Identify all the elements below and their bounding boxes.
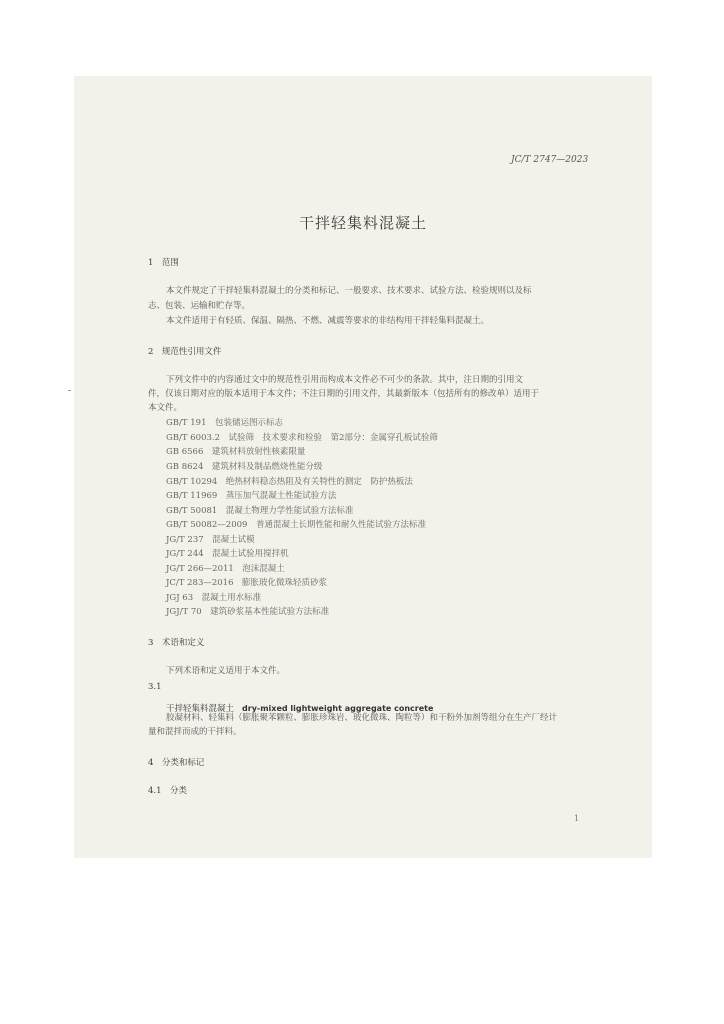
section-1-para-1-line-1: 本文件规定了干拌轻集料混凝土的分类和标记、一般要求、技术要求、试验方法、检验规则以及标 (166, 286, 532, 296)
section-2-intro-line-3: 本文件。 (148, 403, 183, 413)
reference-item: JG/T 237 混凝土试模 (166, 535, 255, 545)
reference-item: GB/T 50082—2009 普通混凝土长期性能和耐久性能试验方法标准 (166, 520, 426, 530)
reference-item: JC/T 283—2016 膨胀玻化微珠轻质砂浆 (166, 578, 328, 588)
term-definition-line-1: 胶凝材料、轻集料（膨胀聚苯颗粒、膨胀珍珠岩、玻化微珠、陶粒等）和干粉外加剂等组分在生产厂经计 (166, 713, 558, 723)
section-4-1-heading: 4.1 分类 (148, 786, 188, 796)
section-3-intro: 下列术语和定义适用于本文件。 (166, 666, 286, 676)
section-1-heading: 1 范围 (148, 258, 179, 268)
term-english: dry-mixed lightweight aggregate concrete (242, 704, 434, 713)
reference-item: GB 6566 建筑材料放射性核素限量 (166, 447, 306, 457)
document-page (74, 76, 652, 858)
section-1-para-1-line-2: 志、包装、运输和贮存等。 (148, 301, 251, 311)
reference-item: GB/T 6003.2 试验筛 技术要求和检验 第2部分：金属穿孔板试验筛 (166, 433, 438, 443)
section-3-heading: 3 术语和定义 (148, 638, 205, 648)
reference-item: GB 8624 建筑材料及制品燃烧性能分级 (166, 462, 323, 472)
section-2-intro-line-2: 件，仅该日期对应的版本适用于本文件；不注日期的引用文件，其最新版本（包括所有的修改单）适用于 (148, 389, 540, 399)
reference-item: GB/T 11969 蒸压加气混凝土性能试验方法 (166, 491, 337, 501)
term-number: 3.1 (148, 682, 162, 692)
reference-item: JGJ 63 混凝土用水标准 (166, 593, 262, 603)
term-chinese: 干拌轻集料混凝土 (166, 704, 235, 714)
reference-item: GB/T 50081 混凝土物理力学性能试验方法标准 (166, 506, 354, 516)
reference-item: GB/T 191 包装储运图示标志 (166, 418, 283, 428)
page-number: 1 (574, 814, 580, 823)
reference-item: JG/T 266—2011 泡沫混凝土 (166, 564, 285, 574)
reference-item: JGJ/T 70 建筑砂浆基本性能试验方法标准 (166, 607, 330, 617)
section-2-intro-line-1: 下列文件中的内容通过文中的规范性引用而构成本文件必不可少的条款。其中，注日期的引用文 (166, 375, 524, 385)
reference-item: JG/T 244 混凝土试验用搅拌机 (166, 549, 289, 559)
section-4-heading: 4 分类和标记 (148, 758, 205, 768)
standard-code: JC/T 2747—2023 (511, 155, 589, 165)
section-1-para-2: 本文件适用于有轻质、保温、隔热、不燃、减震等要求的非结构用干拌轻集料混凝土。 (166, 316, 490, 326)
document-title: 干拌轻集料混凝土 (298, 214, 427, 232)
term-definition-line-2: 量和混拌而成的干拌料。 (148, 727, 242, 737)
reference-item: GB/T 10294 绝热材料稳态热阻及有关特性的测定 防护热板法 (166, 477, 413, 487)
section-2-heading: 2 规范性引用文件 (148, 347, 222, 357)
scan-speck (68, 390, 71, 391)
